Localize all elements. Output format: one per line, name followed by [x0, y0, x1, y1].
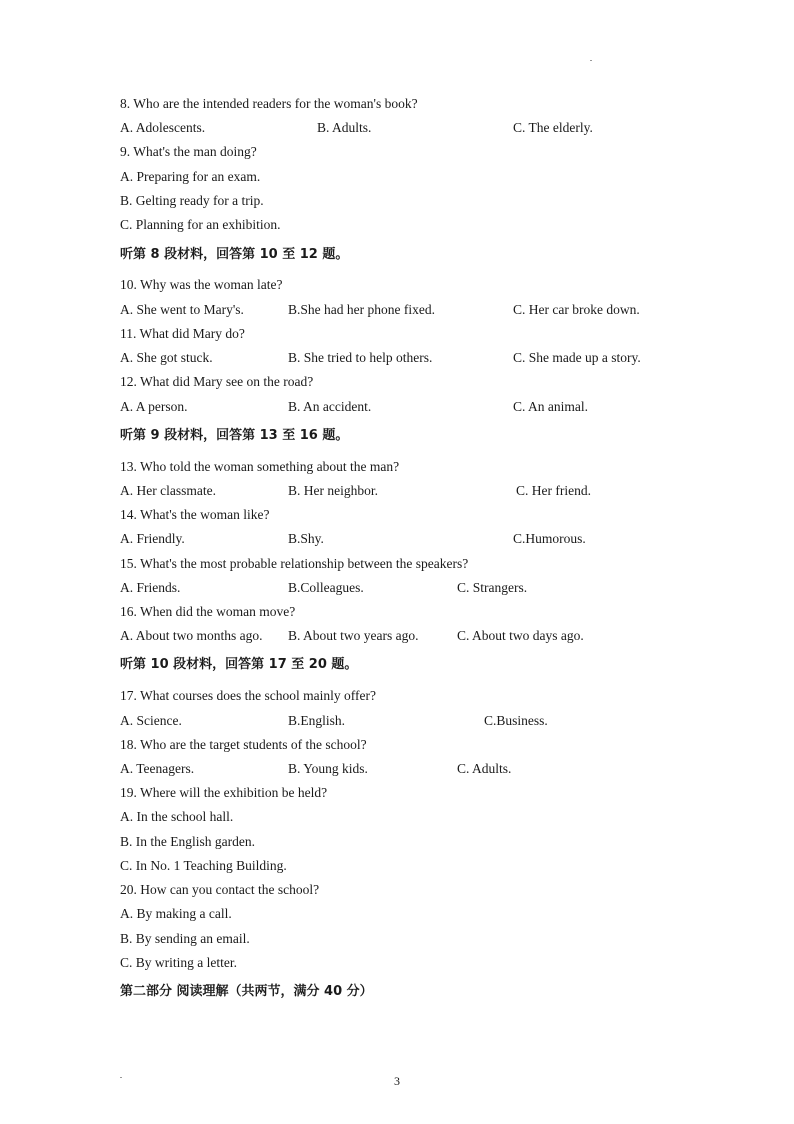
question-stem: 15. What's the most probable relationship between the speakers? [120, 556, 469, 571]
question-stem: 13. Who told the woman something about the man? [120, 459, 400, 474]
question-stem: 16. When did the woman move? [120, 604, 296, 619]
option-a: A. A person. [120, 399, 188, 414]
option-b: B. Young kids. [288, 761, 368, 776]
scan-dot [590, 60, 592, 61]
scan-dot [120, 1077, 122, 1078]
option-c: C. The elderly. [513, 120, 593, 135]
question-stem: 8. Who are the intended readers for the woman's book? [120, 96, 418, 111]
option-a: A. Teenagers. [120, 761, 195, 776]
option-c: C. An animal. [513, 399, 588, 414]
question-stem: 18. Who are the target students of the school? [120, 737, 367, 752]
option-b: B.Colleagues. [288, 580, 364, 595]
option-c: C. Strangers. [457, 580, 528, 595]
option-b: B. About two years ago. [288, 628, 419, 643]
part-heading: 第二部分 阅读理解（共两节，满分 40 分） [120, 984, 373, 999]
question-stem: 20. How can you contact the school? [120, 882, 320, 897]
question-stem: 10. Why was the woman late? [120, 277, 283, 292]
option-b: B. Her neighbor. [288, 483, 378, 498]
option-b: B.She had her phone fixed. [288, 302, 435, 317]
section-heading: 听第 8 段材料，回答第 10 至 12 题。 [120, 247, 349, 262]
option-c: C. In No. 1 Teaching Building. [120, 858, 287, 873]
option-b: B. Adults. [317, 120, 372, 135]
option-a: A. She went to Mary's. [120, 302, 244, 317]
page-number: 3 [394, 1074, 400, 1088]
question-stem: 12. What did Mary see on the road? [120, 374, 314, 389]
option-a: A. By making a call. [120, 906, 232, 921]
option-a: A. Her classmate. [120, 483, 216, 498]
section-heading: 听第 9 段材料，回答第 13 至 16 题。 [120, 428, 349, 443]
option-a: A. Friends. [120, 580, 181, 595]
option-b: B. An accident. [288, 399, 372, 414]
option-a: A. About two months ago. [120, 628, 263, 643]
option-b: B. In the English garden. [120, 834, 255, 849]
option-c: C. By writing a letter. [120, 955, 237, 970]
question-stem: 17. What courses does the school mainly offer? [120, 688, 376, 703]
option-b: B. Gelting ready for a trip. [120, 193, 264, 208]
option-c: C.Business. [484, 713, 548, 728]
question-stem: 11. What did Mary do? [120, 326, 245, 341]
question-stem: 9. What's the man doing? [120, 144, 257, 159]
option-c: C. Planning for an exhibition. [120, 217, 281, 232]
option-a: A. Preparing for an exam. [120, 169, 261, 184]
option-a: A. Science. [120, 713, 182, 728]
option-c: C. Her friend. [516, 483, 591, 498]
option-a: A. Adolescents. [120, 120, 206, 135]
option-b: B. By sending an email. [120, 931, 250, 946]
option-b: B. She tried to help others. [288, 350, 433, 365]
section-heading: 听第 10 段材料，回答第 17 至 20 题。 [120, 657, 358, 672]
option-a: A. She got stuck. [120, 350, 213, 365]
option-c: C. About two days ago. [457, 628, 584, 643]
option-c: C. She made up a story. [513, 350, 641, 365]
question-stem: 19. Where will the exhibition be held? [120, 785, 328, 800]
option-a: A. In the school hall. [120, 809, 234, 824]
option-c: C.Humorous. [513, 531, 586, 546]
option-c: C. Adults. [457, 761, 512, 776]
option-b: B.English. [288, 713, 346, 728]
option-b: B.Shy. [288, 531, 324, 546]
option-c: C. Her car broke down. [513, 302, 640, 317]
question-stem: 14. What's the woman like? [120, 507, 270, 522]
option-a: A. Friendly. [120, 531, 185, 546]
